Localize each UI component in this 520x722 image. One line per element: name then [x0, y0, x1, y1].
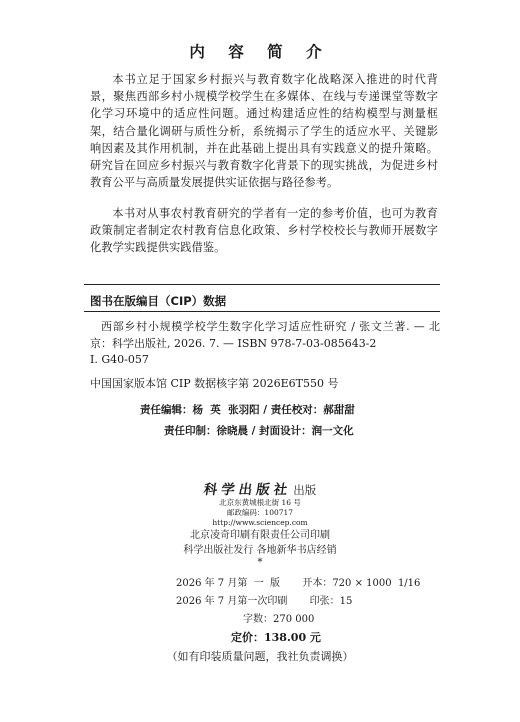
cip-record-number: 中国国家版本馆 CIP 数据核字第 2026E6T550 号	[90, 377, 339, 390]
production-credits: 责任印制：徐晓晨 / 封面设计：润一文化	[164, 425, 354, 437]
separator-asterisk: *	[257, 557, 263, 568]
printing-line: 2026 年 7 月第一次印刷 印张：15	[176, 596, 353, 607]
publisher-logo: 科学出版社	[202, 482, 293, 498]
quality-notice: （如有印装质量问题，我社负责调换）	[166, 650, 354, 663]
printer-line: 北京凌奇印刷有限责任公司印刷	[190, 530, 330, 541]
distribution-line: 科学出版社发行 各地新华书店经销	[183, 545, 337, 556]
publisher-postcode: 邮政编码：100717	[226, 508, 294, 517]
top-divider	[84, 284, 440, 285]
publisher-name-line	[0, 478, 520, 498]
cip-divider	[84, 311, 440, 312]
summary-text-2: 本书对从事农村教育研究的学者有一定的参考价值，也可为教育政策制定者制定农村教育信息化政策、乡村学校校长与教师开展数字化教学实践提供实践借鉴。	[90, 207, 438, 255]
summary-text-1: 本书立足于国家乡村振兴与教育数字化战略深入推进的时代背景，聚焦西部乡村小规模学校学生在多媒体、在线与专递课堂等数字化学习环境中的适应性问题。通过构建适应性的结构模型与测量框架，结合量化调研与质性分析，系统揭示了学生的适应水平、关键影响因素及其作用机制，并在此基础上提出具有实践意义的提升策略。研究旨在回应乡村振兴与教育数字化背景下的现实挑战，为促进乡村教育公平与高质量发展提供实证依据与路径参考。	[90, 73, 438, 190]
cip-heading: 图书在版编目（CIP）数据	[90, 294, 227, 308]
cip-classification: Ⅰ. G40-057	[90, 353, 149, 366]
word-count: 字数：270 000	[243, 614, 315, 625]
price: 定价：138.00 元	[231, 631, 321, 644]
publisher-block	[0, 478, 520, 568]
summary-title: 内 容 简 介	[189, 43, 331, 61]
editor-credits: 责任编辑：杨 英 张羽阳 / 责任校对：郝甜甜	[140, 404, 355, 416]
summary-paragraph-2	[90, 205, 438, 257]
edition-line: 2026 年 7 月第 一 版 开本：720 × 1000 1/16	[176, 578, 421, 589]
publisher-address: 北京东黄城根北街 16 号	[219, 498, 301, 507]
publisher-suffix: 出版	[293, 483, 317, 497]
cip-description: 西部乡村小规模学校学生数字化学习适应性研究 / 张文兰著. — 北京：科学出版社, 2026. 7. — ISBN 978-7-03-085643-2	[90, 320, 440, 350]
publisher-website: http://www.sciencep.com	[212, 518, 308, 527]
summary-paragraph-1	[90, 71, 438, 191]
